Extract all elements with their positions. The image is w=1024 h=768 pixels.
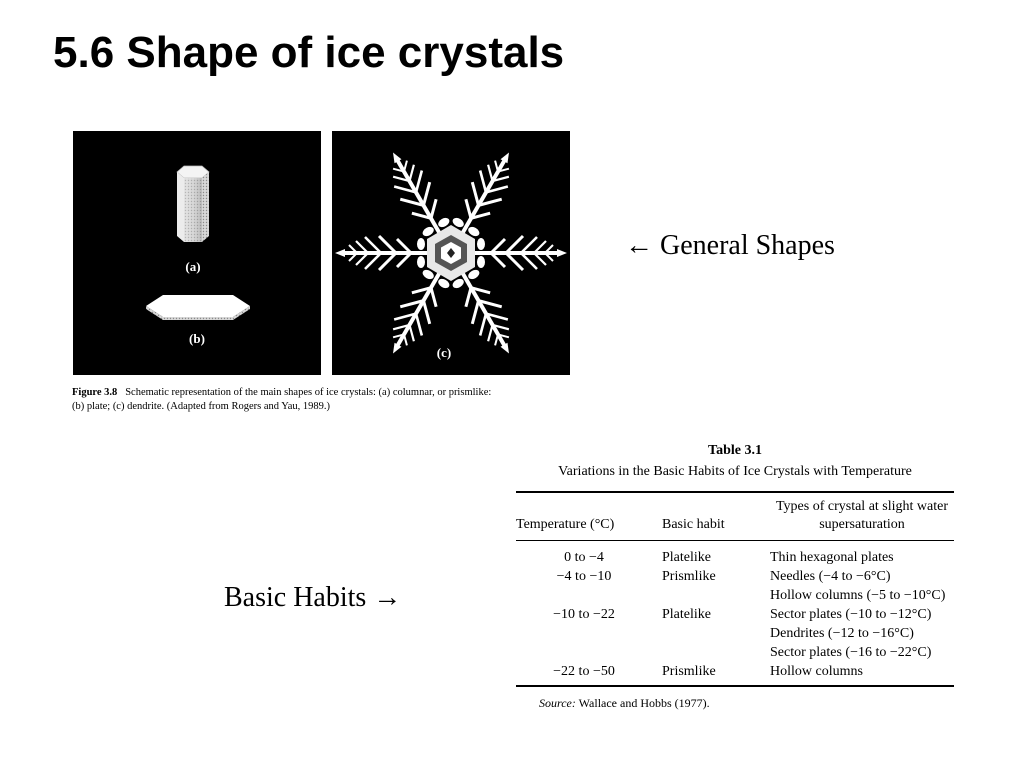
table-title: Variations in the Basic Habits of Ice Crystals with Temperature	[558, 464, 912, 479]
table-source-label: Source:	[539, 696, 576, 710]
cell-habit	[652, 586, 770, 605]
cell-temperature	[516, 624, 652, 643]
cell-type: Sector plates (−16 to −22°C)	[770, 645, 932, 660]
cell-habit	[652, 643, 770, 662]
table-source-text: Wallace and Hobbs (1977).	[578, 696, 710, 710]
header-basic-habit: Basic habit	[652, 492, 770, 541]
table-number: Table 3.1	[708, 443, 762, 458]
cell-temperature	[516, 643, 652, 662]
dendrite-crystal-drawing	[335, 144, 567, 362]
cell-habit: Platelike	[662, 550, 711, 565]
label-b: (b)	[189, 331, 205, 346]
habits-table-block	[516, 442, 954, 711]
table-row	[516, 605, 954, 624]
cell-habit	[652, 624, 770, 643]
header-temperature: Temperature (°C)	[516, 492, 652, 541]
cell-temperature	[516, 586, 652, 605]
table-row	[516, 541, 954, 568]
cell-type: Dendrites (−12 to −16°C)	[770, 626, 914, 641]
cell-type: Hollow columns	[770, 664, 863, 679]
callout-general-shapes: ← General Shapes	[625, 230, 835, 261]
cell-type: Needles (−4 to −6°C)	[770, 569, 891, 584]
figure-panel-dendrite	[332, 131, 570, 375]
table-row	[516, 662, 954, 686]
habits-table	[516, 491, 954, 687]
label-a: (a)	[185, 259, 201, 274]
cell-habit: Prismlike	[662, 664, 716, 679]
figure-caption-line1: Schematic representation of the main shapes of ice crystals: (a) columnar, or prismlike:	[125, 387, 492, 398]
table-row	[516, 567, 954, 586]
cell-temperature: −4 to −10	[556, 569, 612, 584]
cell-temperature: −22 to −50	[553, 664, 615, 679]
cell-type: Hollow columns (−5 to −10°C)	[770, 588, 946, 603]
cell-habit: Platelike	[662, 607, 711, 622]
cell-temperature: 0 to −4	[564, 550, 604, 565]
figure-panel-column-plate	[73, 131, 321, 375]
table-header-row	[516, 492, 954, 541]
figure-caption-label: Figure 3.8	[72, 387, 118, 398]
label-c: (c)	[436, 345, 452, 360]
table-row	[516, 586, 954, 605]
figure-caption-line2: (b) plate; (c) dendrite. (Adapted from Rogers and Yau, 1989.)	[72, 401, 331, 412]
figure-caption	[72, 386, 592, 414]
table-source	[539, 696, 954, 711]
table-row	[516, 643, 954, 662]
cell-type: Sector plates (−10 to −12°C)	[770, 607, 932, 622]
table-row	[516, 624, 954, 643]
cell-temperature: −10 to −22	[553, 607, 615, 622]
cell-habit: Prismlike	[662, 569, 716, 584]
callout-basic-habits: Basic Habits →	[224, 582, 402, 613]
slide-title: 5.6 Shape of ice crystals	[53, 28, 565, 77]
plate-crystal-drawing	[146, 295, 250, 320]
cell-type: Thin hexagonal plates	[770, 550, 894, 565]
column-crystal-drawing	[177, 166, 209, 242]
header-crystal-types: Types of crystal at slight water supersaturation	[770, 492, 954, 541]
